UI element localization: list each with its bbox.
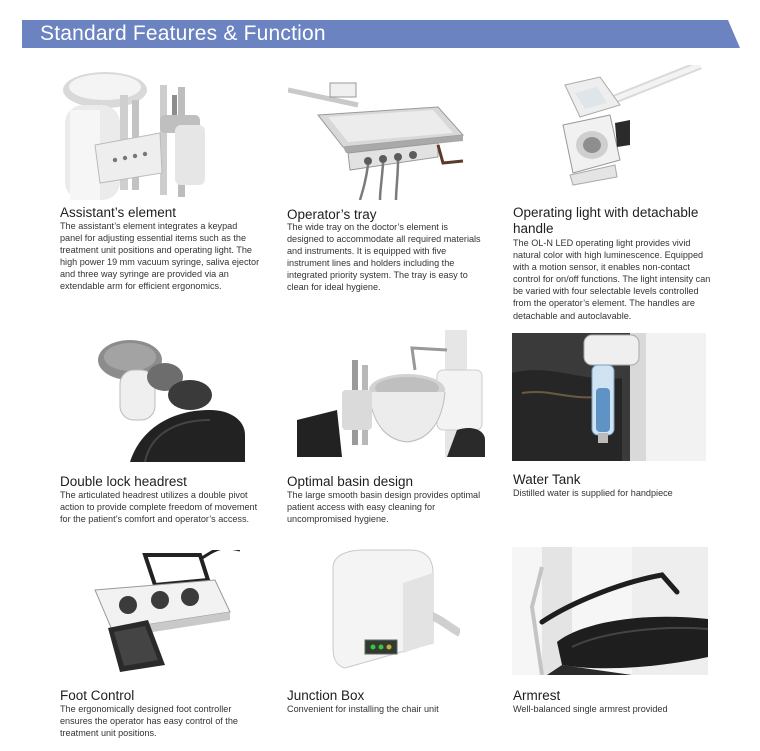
feature-title: Assistant’s element [60,205,177,220]
feature-title: Operator’s tray [287,207,377,222]
feature-title: Optimal basin design [287,474,414,489]
feature-description: The OL-N LED operating light provides vivid natural color with high luminescence. Equipped with a motion sensor, it enables non-contact control for on/off functions. The light intensity can be varied with four selectable levels controlled from the operator’s element. The handles are detachable and autoclavable. [513,238,711,321]
feature-description: The ergonomically designed foot controller ensures the operator has easy control of the treatment unit positions. [60,704,238,739]
headrest-photo [90,335,245,462]
foot-control-photo [90,550,240,675]
feature-description: The articulated headrest utilizes a double pivot action to provide complete freedom of movement for the patient’s comfort and operator’s access. [60,490,258,525]
basin-photo [297,330,485,457]
armrest-photo [512,547,708,675]
water-tank-photo [512,333,706,461]
feature-title: Water Tank [513,472,581,487]
feature-description: The large smooth basin design provides optimal patient access with easy cleaning for uncompromised hygiene. [287,490,481,525]
feature-description: Well-balanced single armrest provided [513,704,668,714]
feature-description: The assistant’s element integrates a keypad panel for adjusting essential items such as the treatment unit positions and operating light. The high power 19 mm vacuum syringe, saliva ejector and three way syringe are provided via an extendable arm for efficient ergonomics. [60,221,260,292]
assistant-element-photo [60,65,225,200]
operator-tray-photo [288,75,473,200]
feature-description: The wide tray on the doctor’s element is designed to accommodate all required materials and instruments. It is equipped with five instrument lines and holders including the integrated priority system. The tray is easy to clean for ideal hygiene. [287,222,481,293]
feature-title: Foot Control [60,688,135,703]
operating-light-photo [545,65,705,200]
feature-title: Junction Box [287,688,365,703]
feature-title: Double lock headrest [60,474,187,489]
feature-description: Distilled water is supplied for handpiece [513,488,673,498]
section-header-banner [22,20,740,48]
section-title: Standard Features & Function [40,22,326,45]
feature-title: Armrest [513,688,561,703]
feature-description: Convenient for installing the chair unit [287,704,439,714]
feature-title: Operating light with detachable handle [513,205,699,236]
junction-box-photo [325,548,460,673]
